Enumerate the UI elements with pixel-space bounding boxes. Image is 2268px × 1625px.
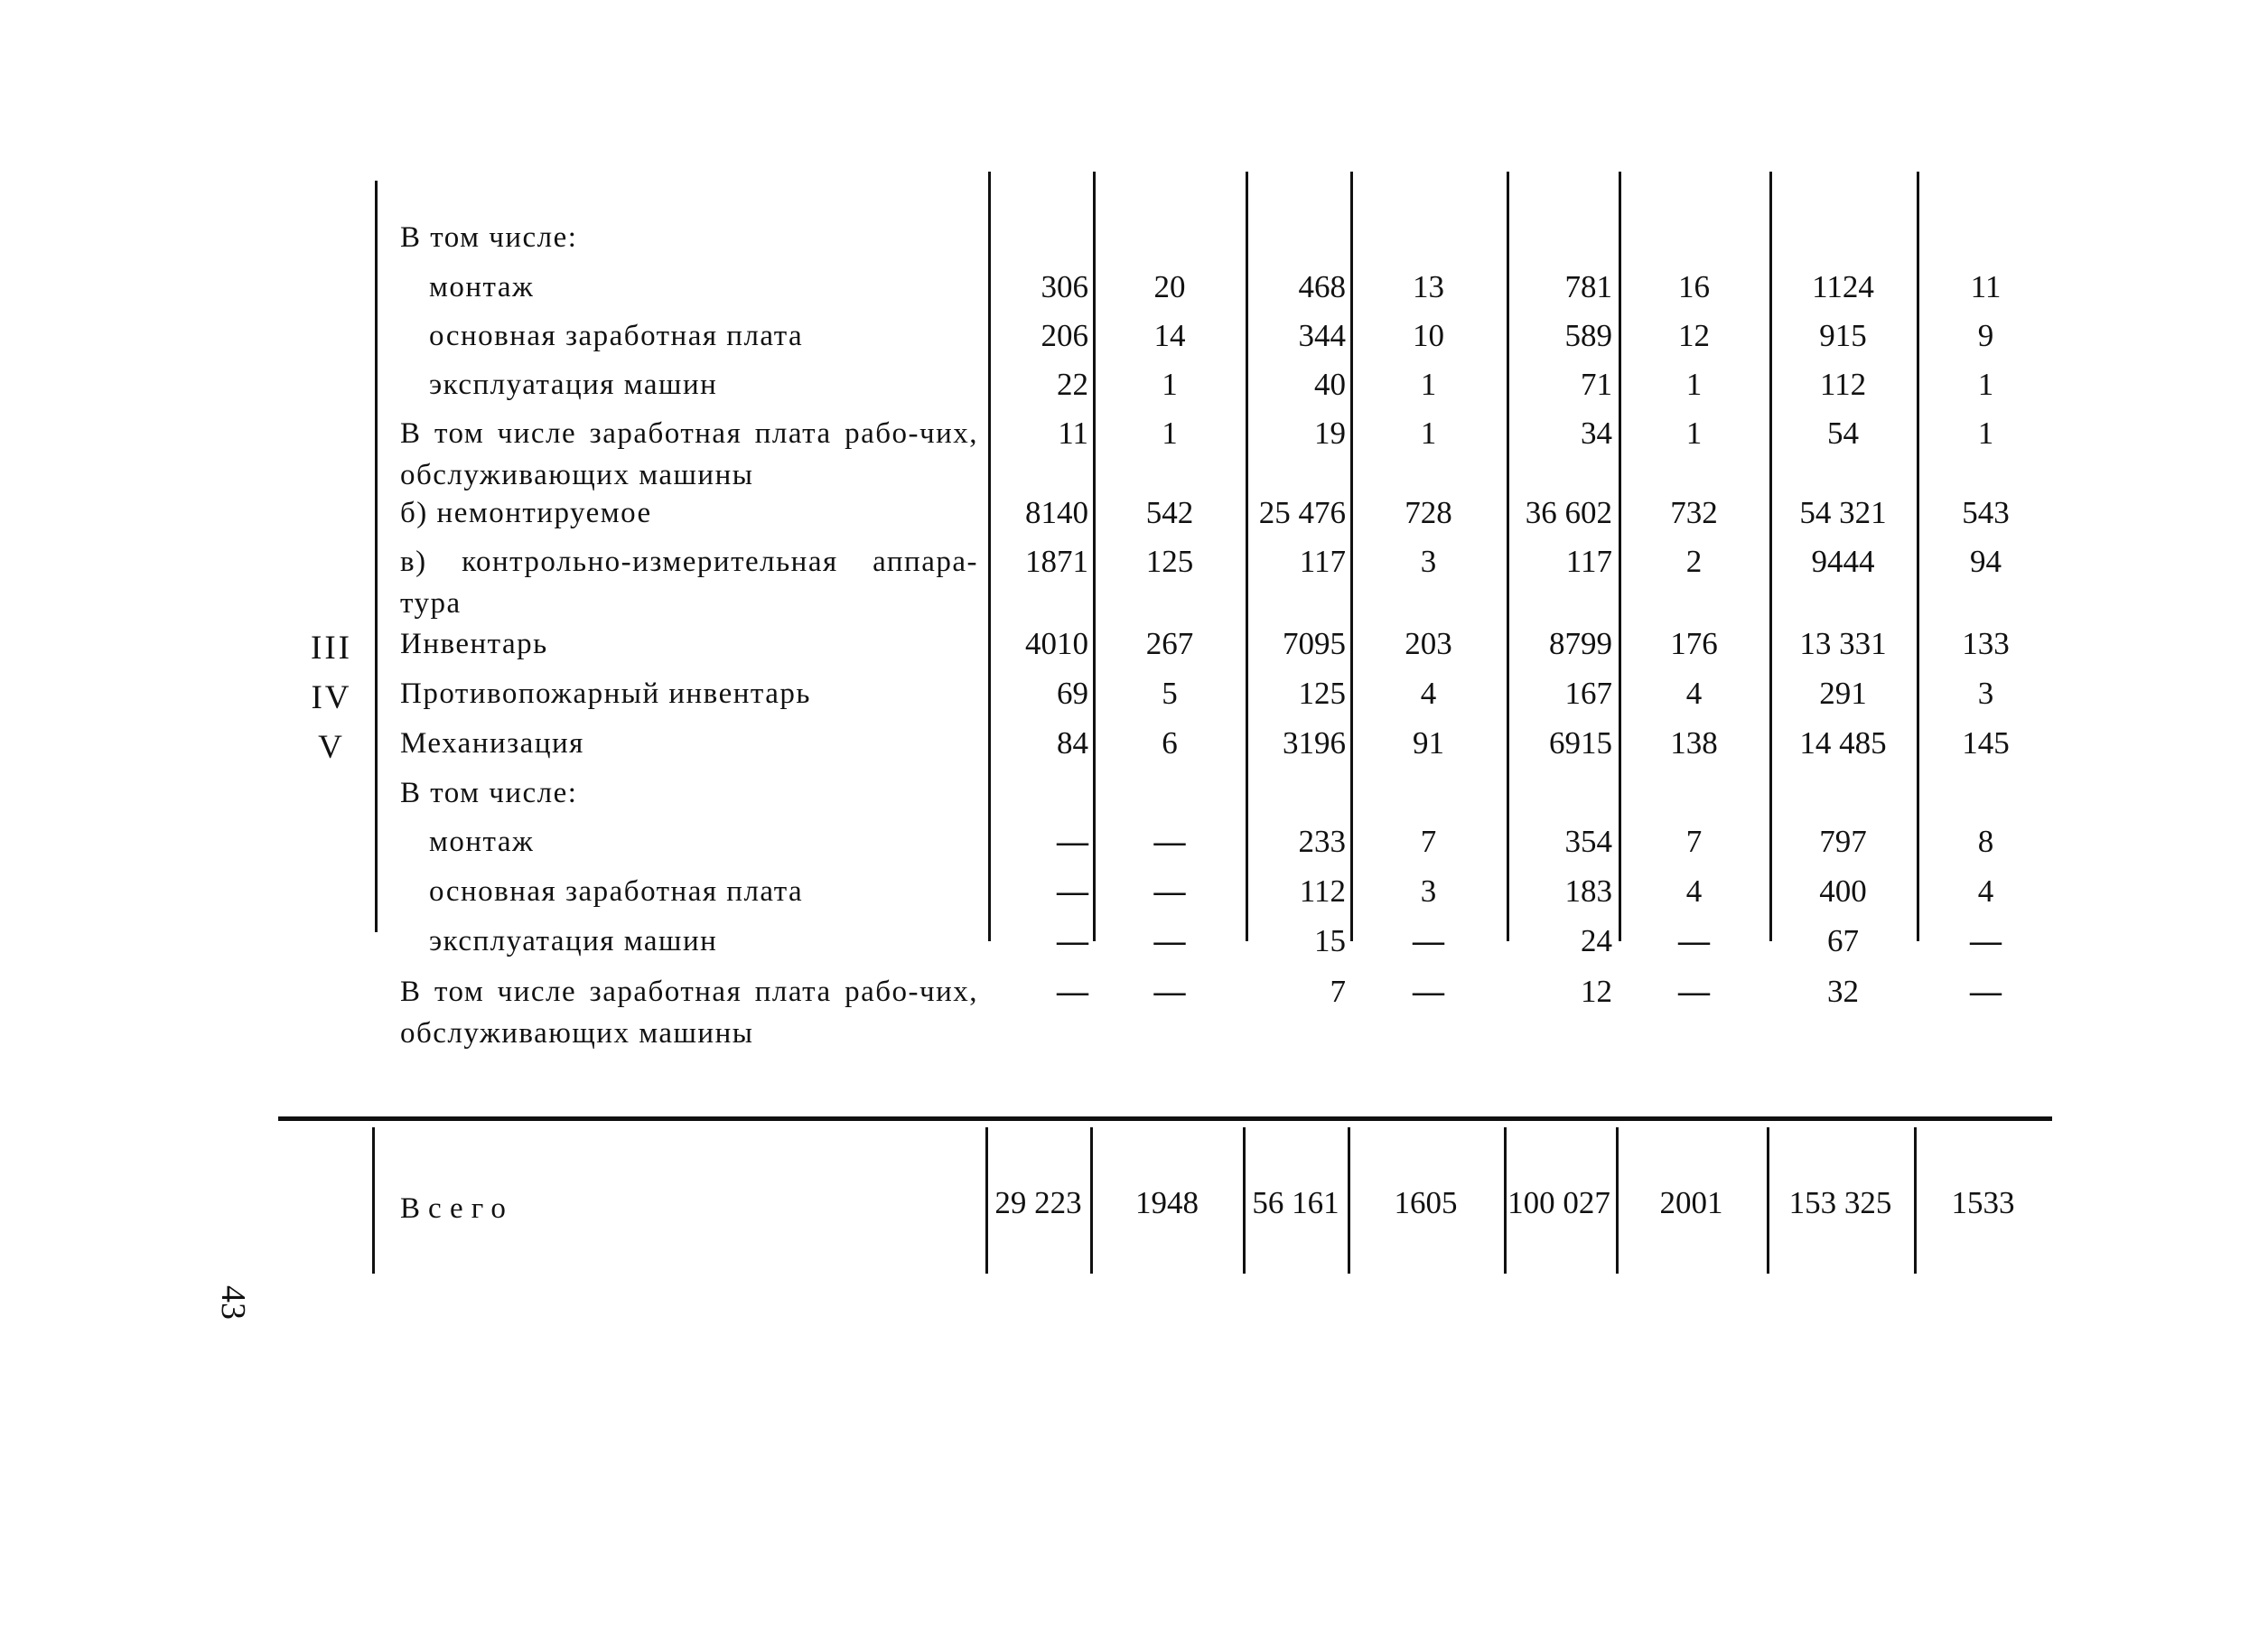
table-cell: — — [1057, 824, 1088, 859]
table-cell: 781 — [1564, 269, 1612, 304]
table-cell: 1124 — [1812, 269, 1874, 304]
row-label: В том числе: — [400, 221, 578, 254]
table-cell: 1 — [1685, 367, 1703, 402]
row-label: монтаж — [429, 826, 535, 858]
table-cell: 69 — [1057, 676, 1088, 711]
table-cell: 4 — [1685, 676, 1703, 711]
table-cell: 13 331 — [1799, 626, 1887, 661]
table-cell: 112 — [1299, 873, 1346, 909]
page-number: 43 — [214, 1285, 252, 1320]
row-label: Инвентарь — [400, 628, 548, 660]
total-cell: 1948 — [1135, 1185, 1199, 1220]
table-cell: 84 — [1057, 725, 1088, 761]
table-cell: 3 — [1420, 873, 1437, 909]
table-cell: 1 — [1162, 416, 1178, 451]
table-cell: 12 — [1581, 974, 1612, 1009]
table-cell: 133 — [1962, 626, 2010, 661]
row-label: основная заработная плата — [429, 875, 804, 908]
table-cell: — — [1413, 923, 1444, 958]
table-cell: 11 — [1058, 416, 1088, 451]
table-cell: 167 — [1564, 676, 1612, 711]
table-cell: 206 — [1041, 318, 1088, 353]
table-cell: 12 — [1678, 318, 1710, 353]
table-cell: 1 — [1977, 367, 1994, 402]
section-number: IV — [311, 679, 352, 716]
row-label: б) немонтируемое — [400, 497, 652, 529]
table-cell: 4 — [1977, 873, 1994, 909]
table-cell: 8140 — [1025, 495, 1088, 530]
table-cell: 3 — [1977, 676, 1994, 711]
table-cell: 14 485 — [1799, 725, 1887, 761]
table-cell: 7 — [1420, 824, 1437, 859]
table-cell: — — [1153, 824, 1186, 859]
column-rule — [1619, 172, 1621, 941]
table-cell: 25 476 — [1258, 495, 1346, 530]
row-label: эксплуатация машин — [429, 925, 718, 957]
table-cell: 543 — [1962, 495, 2010, 530]
table-cell: 728 — [1405, 495, 1452, 530]
total-cell: 153 325 — [1788, 1185, 1892, 1220]
table-cell: 36 602 — [1525, 495, 1612, 530]
table-cell: — — [1153, 974, 1186, 1009]
table-cell: 7095 — [1283, 626, 1346, 661]
table-cell: 71 — [1581, 367, 1612, 402]
table-cell: 1 — [1162, 367, 1178, 402]
table-cell: 1 — [1977, 416, 1994, 451]
table-cell: 1 — [1420, 367, 1437, 402]
table-cell: 203 — [1405, 626, 1452, 661]
table-cell: 1 — [1420, 416, 1437, 451]
row-label: основная заработная плата — [429, 320, 804, 352]
table-cell: 4010 — [1025, 626, 1088, 661]
table-cell: 1 — [1685, 416, 1703, 451]
table-cell: 306 — [1041, 269, 1088, 304]
table-cell: 797 — [1819, 824, 1867, 859]
table-cell: 732 — [1670, 495, 1718, 530]
table-cell: 589 — [1564, 318, 1612, 353]
total-separator-rule — [278, 1116, 2052, 1121]
section-number: V — [318, 729, 345, 766]
table-cell: — — [1057, 974, 1088, 1009]
table-cell: 145 — [1962, 725, 2010, 761]
table-cell: 344 — [1298, 318, 1346, 353]
table-cell: — — [1413, 974, 1444, 1009]
total-cell: 1605 — [1394, 1185, 1458, 1220]
table-cell: 6 — [1162, 725, 1178, 761]
table-cell: — — [1153, 873, 1186, 909]
table-cell: 9444 — [1811, 544, 1875, 579]
column-rule — [375, 181, 378, 932]
table-cell: 32 — [1827, 974, 1859, 1009]
table-cell: 22 — [1057, 367, 1088, 402]
table-cell: 267 — [1145, 626, 1194, 661]
table-cell: — — [1678, 923, 1710, 958]
table-cell: 117 — [1299, 544, 1346, 579]
total-cell: 100 027 — [1507, 1185, 1610, 1220]
table-cell: 3 — [1420, 544, 1437, 579]
table-cell: 16 — [1678, 269, 1710, 304]
table-cell: 8799 — [1549, 626, 1612, 661]
row-label: Противопожарный инвентарь — [400, 677, 811, 710]
table-cell: 125 — [1298, 676, 1346, 711]
table-cell: 54 321 — [1799, 495, 1887, 530]
table-cell: 14 — [1153, 318, 1186, 353]
table-cell: — — [1970, 974, 2002, 1009]
table-cell: 468 — [1298, 269, 1346, 304]
total-label: Всего — [400, 1192, 514, 1225]
table-cell: 125 — [1145, 544, 1194, 579]
section-number: III — [311, 630, 352, 667]
table-cell: 112 — [1819, 367, 1867, 402]
table-cell: 19 — [1314, 416, 1346, 451]
table-cell: 8 — [1977, 824, 1994, 859]
row-label: в) контрольно-измерительная аппара-тура — [400, 546, 978, 620]
table-cell: 6915 — [1549, 725, 1612, 761]
total-cell: 1533 — [1951, 1185, 2015, 1220]
column-rule — [1350, 172, 1353, 941]
column-rule — [1093, 172, 1096, 941]
row-label: В том числе заработная плата рабо-чих, обслуживающих машины — [400, 976, 978, 1050]
table-cell: 233 — [1298, 824, 1346, 859]
table-cell: 2 — [1685, 544, 1703, 579]
column-rule — [1917, 172, 1919, 941]
table-cell: — — [1057, 873, 1088, 909]
table-cell: 5 — [1162, 676, 1178, 711]
table-cell: 54 — [1827, 416, 1859, 451]
column-rule — [1507, 172, 1509, 941]
table-cell: 138 — [1670, 725, 1718, 761]
table-cell: 3196 — [1283, 725, 1346, 761]
column-rule — [988, 172, 991, 941]
table-cell: 183 — [1564, 873, 1612, 909]
table-cell: 15 — [1314, 923, 1346, 958]
row-label: Механизация — [400, 727, 584, 760]
table-cell: 1871 — [1025, 544, 1088, 579]
table-cell: 291 — [1819, 676, 1867, 711]
table-cell: 10 — [1413, 318, 1444, 353]
table-cell: 24 — [1581, 923, 1612, 958]
total-cell: 2001 — [1659, 1185, 1723, 1220]
row-label: монтаж — [429, 271, 535, 304]
table-cell: 176 — [1670, 626, 1718, 661]
table-cell: 4 — [1685, 873, 1703, 909]
table-cell: — — [1678, 974, 1710, 1009]
table-cell: 40 — [1314, 367, 1346, 402]
table-cell: — — [1153, 923, 1186, 958]
table-cell: 11 — [1970, 269, 2002, 304]
column-rule — [1769, 172, 1772, 941]
table-cell: 94 — [1970, 544, 2002, 579]
table-cell: 542 — [1145, 495, 1194, 530]
total-cell: 56 161 — [1252, 1185, 1339, 1220]
table-cell: 7 — [1685, 824, 1703, 859]
table-cell: 34 — [1581, 416, 1612, 451]
table-cell: 91 — [1413, 725, 1444, 761]
table-cell: 9 — [1977, 318, 1994, 353]
table-cell: — — [1970, 923, 2002, 958]
table-cell: 354 — [1564, 824, 1612, 859]
table-cell: 20 — [1153, 269, 1186, 304]
table-cell: 4 — [1420, 676, 1437, 711]
table-cell: — — [1057, 923, 1088, 958]
table-cell: 13 — [1413, 269, 1444, 304]
total-cell: 29 223 — [994, 1185, 1082, 1220]
table-cell: 117 — [1565, 544, 1612, 579]
row-label: В том числе: — [400, 777, 578, 809]
table-cell: 400 — [1819, 873, 1867, 909]
table-cell: 7 — [1330, 974, 1346, 1009]
row-label: эксплуатация машин — [429, 369, 718, 401]
column-rule — [372, 1127, 375, 1274]
row-label: В том числе заработная плата рабо-чих, обслуживающих машины — [400, 417, 978, 491]
table-cell: 915 — [1819, 318, 1867, 353]
column-rule — [1246, 172, 1248, 941]
table-cell: 67 — [1827, 923, 1859, 958]
